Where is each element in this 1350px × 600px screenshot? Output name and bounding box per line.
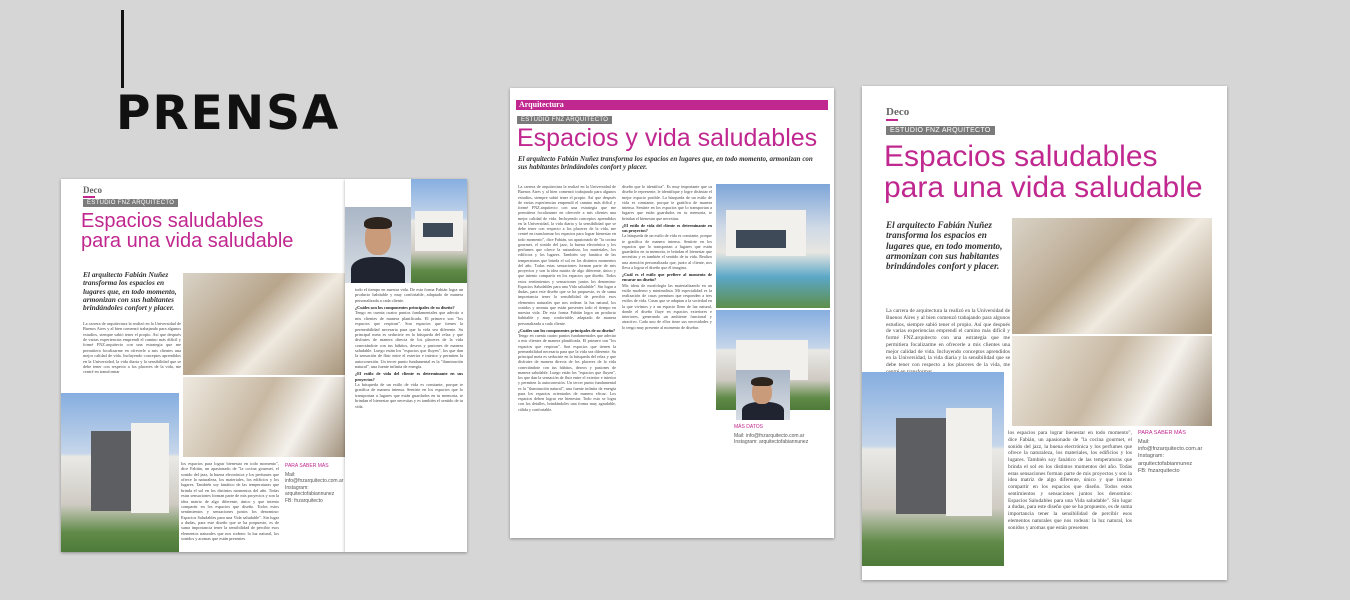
heading-divider xyxy=(121,10,124,88)
interview-answer: La búsqueda de un estilo de vida es constante, porque te gratifica de manera intensa. Sentirte en los espacios que lo transportan a lugares que están guardados en tu memoria, te brindan el bienestar que necesitas y es también el sentido de tu vida. xyxy=(355,382,463,409)
interview-answer: Mis ideas de morfología las materializando en un estilo moderno y minimalista. Mi especialidad es la realización de casas premium que responden a tres estilos de vida. Casas que se adaptan a la sociedad en la que vivimos y a un espacio lleno de luz natural, donde el diseño fluye en espacios exteriores e interiores, generando un ambiente funcional y atractivo. Cada uno de ellos tiene sus necesidades y lo tengo muy presente al momento de diseñar. xyxy=(622,282,712,330)
studio-tag: ESTUDIO FNZ ARQUITECTO xyxy=(517,116,612,124)
interior-photo xyxy=(1012,336,1212,426)
article-title xyxy=(884,142,1203,203)
house-window xyxy=(736,230,786,248)
info-line: FB: fnzarquitecto xyxy=(1138,467,1180,474)
article-column-2 xyxy=(622,184,712,532)
interview-question: ¿Cuáles son los componentes principales de su diseño? xyxy=(355,305,455,311)
info-line: FB: fnzarquitecto xyxy=(285,497,323,504)
studio-tag: ESTUDIO FNZ ARQUITECTO xyxy=(886,126,995,135)
info-line: info@fnzarquitecto.com.ar xyxy=(285,478,344,484)
article-title-line1: Espacios saludables xyxy=(81,210,264,232)
article-title: Espacios y vida saludables xyxy=(517,124,818,152)
section-banner xyxy=(516,100,828,110)
section-label-text: Deco xyxy=(886,106,910,118)
interview-question: ¿El estilo de vida del cliente es determinante en sus proyectos? xyxy=(622,222,712,233)
article-lead: El arquitecto Fabián Nuñez transforma los espacios en lugares que, en todo momento, armonizan con sus habitantes brindándoles confort y placer. xyxy=(886,220,1003,272)
portrait-suit xyxy=(742,402,784,420)
info-line: Instagram: arquitectofabiannunez xyxy=(734,439,809,445)
article-lead: El arquitecto Fabián Nuñez transforma los espacios en lugares que, en todo momento, armonizan con sus habitantes brindándoles confort y placer. xyxy=(83,270,177,313)
interview-answer: La búsqueda de un estilo de vida es constante, porque te gratifica de manera intensa. Sentirte en los espacios que lo transportan a lugares que están guardados en tu memoria, te brindan el bienestar que necesitas y es también el sentido de tu vida. Realizo una atención personalizada que, junto al cliente, nos lleva a lograr el diseño que él imagina. xyxy=(622,233,712,270)
article-intro: La carrera de arquitectura la realizó en la Universidad de Buenos Aires y al bien comenzó trabajando para algunos estudios, siempre sabió tener el propio. Así que después de varias experiencias emprendí el camino más difícil y formé FNZ.arquitecto con una estrategia que me permitiera focalizarme en ofrecerle a mis clientes una mejor calidad de vida. Incluyendo conceptos aprendidos en la Universidad, la vida diaria y la sensibilidad que se debe tener con respecto a los placeres de la vida, me centré en transformar xyxy=(83,321,181,375)
info-line: Mail: xyxy=(1138,439,1150,446)
article-title-line2: para una vida saludable xyxy=(81,230,294,253)
article-column-2-text: diseño que lo identifica". Es muy importante que su diseño le represente, le identifique y logre disfrutar el mejor espacio posible. La búsqueda de un estilo de vida es constante, porque te gratifica de manera intensa. Sentirte en los espacios que lo transportan a lugares que están guardados en tu memoria, te brindan el bienestar que necesitas. xyxy=(622,184,712,221)
info-box-title: MÁS DATOS xyxy=(734,424,763,430)
info-box-title: PARA SABER MÁS xyxy=(1138,430,1186,436)
portrait-suit xyxy=(351,257,405,283)
info-line: Mail: info@fnzarquitecto.com.ar xyxy=(734,432,805,439)
interview-question: ¿Cuál es el estilo que prefiere al momento de encarar un diseño? xyxy=(622,272,712,283)
article-lead: El arquitecto Fabián Nuñez transforma los espacios en lugares que, en todo momento, armonizan con sus habitantes brindándoles confort y placer. xyxy=(518,155,813,171)
article-title-line1: Espacios saludables xyxy=(884,140,1158,173)
facade-photo xyxy=(862,372,1004,566)
article-column-b-text: todo el tiempo en nuestra vida. De esta forma Fabián logra un producto habitable y muy confortable, adaptado de manera personalizada a cada cliente. xyxy=(355,287,463,303)
info-line: arquitectofabiannunez xyxy=(285,491,335,497)
section-label xyxy=(83,185,102,198)
portrait-hair xyxy=(364,217,392,229)
architect-portrait xyxy=(345,207,411,283)
facade-photo xyxy=(61,393,179,552)
portrait-hair xyxy=(751,377,773,386)
magazine-spread-right-page[interactable] xyxy=(345,179,467,552)
magazine-spread-left-page[interactable] xyxy=(61,179,345,552)
page-title: PRENSA xyxy=(116,86,341,141)
section-underline xyxy=(886,119,898,121)
interior-photo xyxy=(183,377,345,457)
section-label xyxy=(886,106,909,121)
house-photo-top xyxy=(411,179,467,283)
house-window xyxy=(423,223,453,237)
studio-tag: ESTUDIO FNZ ARQUITECTO xyxy=(83,199,178,207)
section-label-text: Deco xyxy=(83,185,102,195)
info-box-title: PARA SABER MÁS xyxy=(285,463,329,469)
info-box xyxy=(285,463,343,504)
info-line: info@fnzarquitecto.com.ar xyxy=(1138,446,1203,453)
article-column-b xyxy=(355,287,463,549)
article-intro: La carrera de arquitectura la realizó en la Universidad de Buenos Aires y al bien comenzó trabajando para algunos estudios, siempre sabió tener el propio. Así que después de varias experiencias emprendí el camino más difícil y formé FNZ.arquitecto con una estrategia que me permitiera focalizarme en ofrecerle a mis clientes una mejor calidad de vida. Incluyendo conceptos aprendidos en la Universidad, la vida diaria y la sensibilidad que se debe tener con respecto a los placeres de la vida, me xyxy=(886,308,1010,368)
architect-portrait-small xyxy=(736,370,790,420)
article-column-a: los espacios para lograr bienestar en todo momento", dice Fabián, un apasionado de "la cocina gourmet, el sonido del jazz, la buena electrónica y los perfumes que ofrece la naturaleza, los materiales, los edificios y los lugares. También soy fanático de las temperaturas que brinda el sol en los distintos momentos del año. Todas estas sensaciones forman parte de mis proyectos y son la idea matriz de algo diferente, único y que intento compartir en los espacios que diseño. Todos estos sentimientos y sensaciones juntos los denomino: Espacios Saludables para una Vida saludable". Sin lugar a dudas, para este diseño que se ha propuesto, es de suma importancia tener la sensibilidad de percibir esos elementos naturales que nos rodean: la luz natural, los sonidos y aromas que están presentes xyxy=(181,461,279,542)
article-title-line2: para una vida saludable xyxy=(884,170,1203,204)
info-box xyxy=(1138,430,1214,475)
info-line: Mail: xyxy=(285,471,296,478)
info-line: Instagram: xyxy=(1138,453,1164,460)
interview-question: ¿Cuáles son los componentes principales de su diseño? xyxy=(518,327,616,333)
info-box xyxy=(734,424,830,446)
pool-house-photo xyxy=(716,184,830,308)
magazine-page-middle[interactable] xyxy=(510,88,834,538)
interview-question: ¿El estilo de vida del cliente es determinante en sus proyectos? xyxy=(355,371,463,382)
facade-block xyxy=(131,423,169,513)
kitchen-photo xyxy=(183,273,345,375)
article-title xyxy=(81,211,293,252)
interview-answer: Tengo en cuenta cuatro puntos fundamentales que adecúo a mis clientes de manera planificada. El primero son "los espacios que respiran". Son espacios que tienen la permeabilidad necesaria para que la vida sea diferente. Su principal meta es seducirte en la búsqueda del relax y que disfrutes de manera directa de los placeres de la vida conectándote con tus hábitos, deseos y pasiones de manera saludable. Luego están los "espacios que fluyen", los que dan la sensación de fluir entre el exterior e interior y permiten la autoconexión. Un tercer punto fundamental es la "iluminación natural", una fuente infinita de energía para los espacios orientados de manera eficaz. Los espacios deben lograr ese bienestar. Todo esto se logra con los detalles, brindándoles una forma muy agradable, cálida y confortable. xyxy=(518,333,616,412)
info-line: arquitectofabiannunez xyxy=(1138,460,1193,467)
section-underline xyxy=(83,196,95,198)
article-column-1-text: La carrera de arquitectura la realizó en la Universidad de Buenos Aires y al bien comenzó trabajando para algunos estudios, siempre sabió tener el propio. Así que después de varias experiencias emprendí el camino más difícil y formé FNZ.arquitecto con una estrategia que me permitiera focalizarme en ofrecerle a mis clientes una mejor calidad de vida. Incluyendo conceptos aprendidos en la Universidad, la vida diaria y la sensibilidad que se debe tener con respecto a los placeres de la vida, me centré en transformar los espacios para lograr bienestar en todo momento", dice Fabián, un apasionado de "la cocina gourmet, el sonido del jazz, la buena electrónica y los perfumes que ofrece la naturaleza, los materiales, los edificios y los lugares. También soy fanático de las temperaturas que brinda el sol en los distintos momentos del año. Todas estas sensaciones forman parte de mis proyectos y son la idea matriz de algo diferente, único y que intento compartir en los espacios que diseño. Todos estos sentimientos y sensaciones juntos los denomino: Espacios Saludables para una Vida saludable". Sin lugar a dudas, para este diseño que se ha propuesto, es de suma importancia tener la sensibilidad de percibir esos elementos naturales que nos rodean: la luz natural, los sonidos y aromas que están presentes todo el tiempo en nuestra vida. De esta forma Fabián logra un producto habitable y muy confortable, adaptado de manera personalizada a cada cliente. xyxy=(518,184,616,326)
section-banner-text: Arquitectura xyxy=(519,100,564,109)
facade-block xyxy=(946,408,992,516)
kitchen-photo xyxy=(1012,218,1212,334)
article-column: los espacios para lograr bienestar en todo momento", dice Fabián, un apasionado de "la cocina gourmet, el sonido del jazz, la buena electrónica y los perfumes que ofrece la naturaleza, los materiales, los edificios y los lugares. También soy fanático de las temperaturas que brinda el sol en los distintos momentos del año. Todas estas sensaciones forman parte de mis proyectos y son la idea matriz de algo diferente, único y que intento compartir en los espacios que diseño. Todos estos sentimientos y sensaciones juntos los denomino: Espacios Saludables para una Vida saludable". Sin lugar a dudas, para este diseño que se ha propuesto, es de suma importancia tener la sensibilidad de percibir esos elementos naturales que nos rodean: la luz natural, los sonidos y aromas que están presentes xyxy=(1008,430,1132,531)
info-line: Instagram: xyxy=(285,484,309,491)
magazine-page-right[interactable] xyxy=(862,86,1227,580)
interview-answer: Tengo en cuenta cuatro puntos fundamentales que adecúo a mis clientes de manera planificada. El primero son "los espacios que respiran". Son espacios que tienen la permeabilidad necesaria para que la vida sea diferente. Su principal meta es seducirte en la búsqueda del relax y que disfrutes de manera directa de los placeres de la vida conectándote con tus hábitos, deseos y pasiones de manera saludable. Luego están los "espacios que fluyen", los que dan la sensación de fluir entre el exterior e interior y permiten la autoconexión. Un tercer punto fundamental es la "iluminación natural", una fuente infinita de energía. xyxy=(355,310,463,370)
article-column-1 xyxy=(518,184,616,532)
